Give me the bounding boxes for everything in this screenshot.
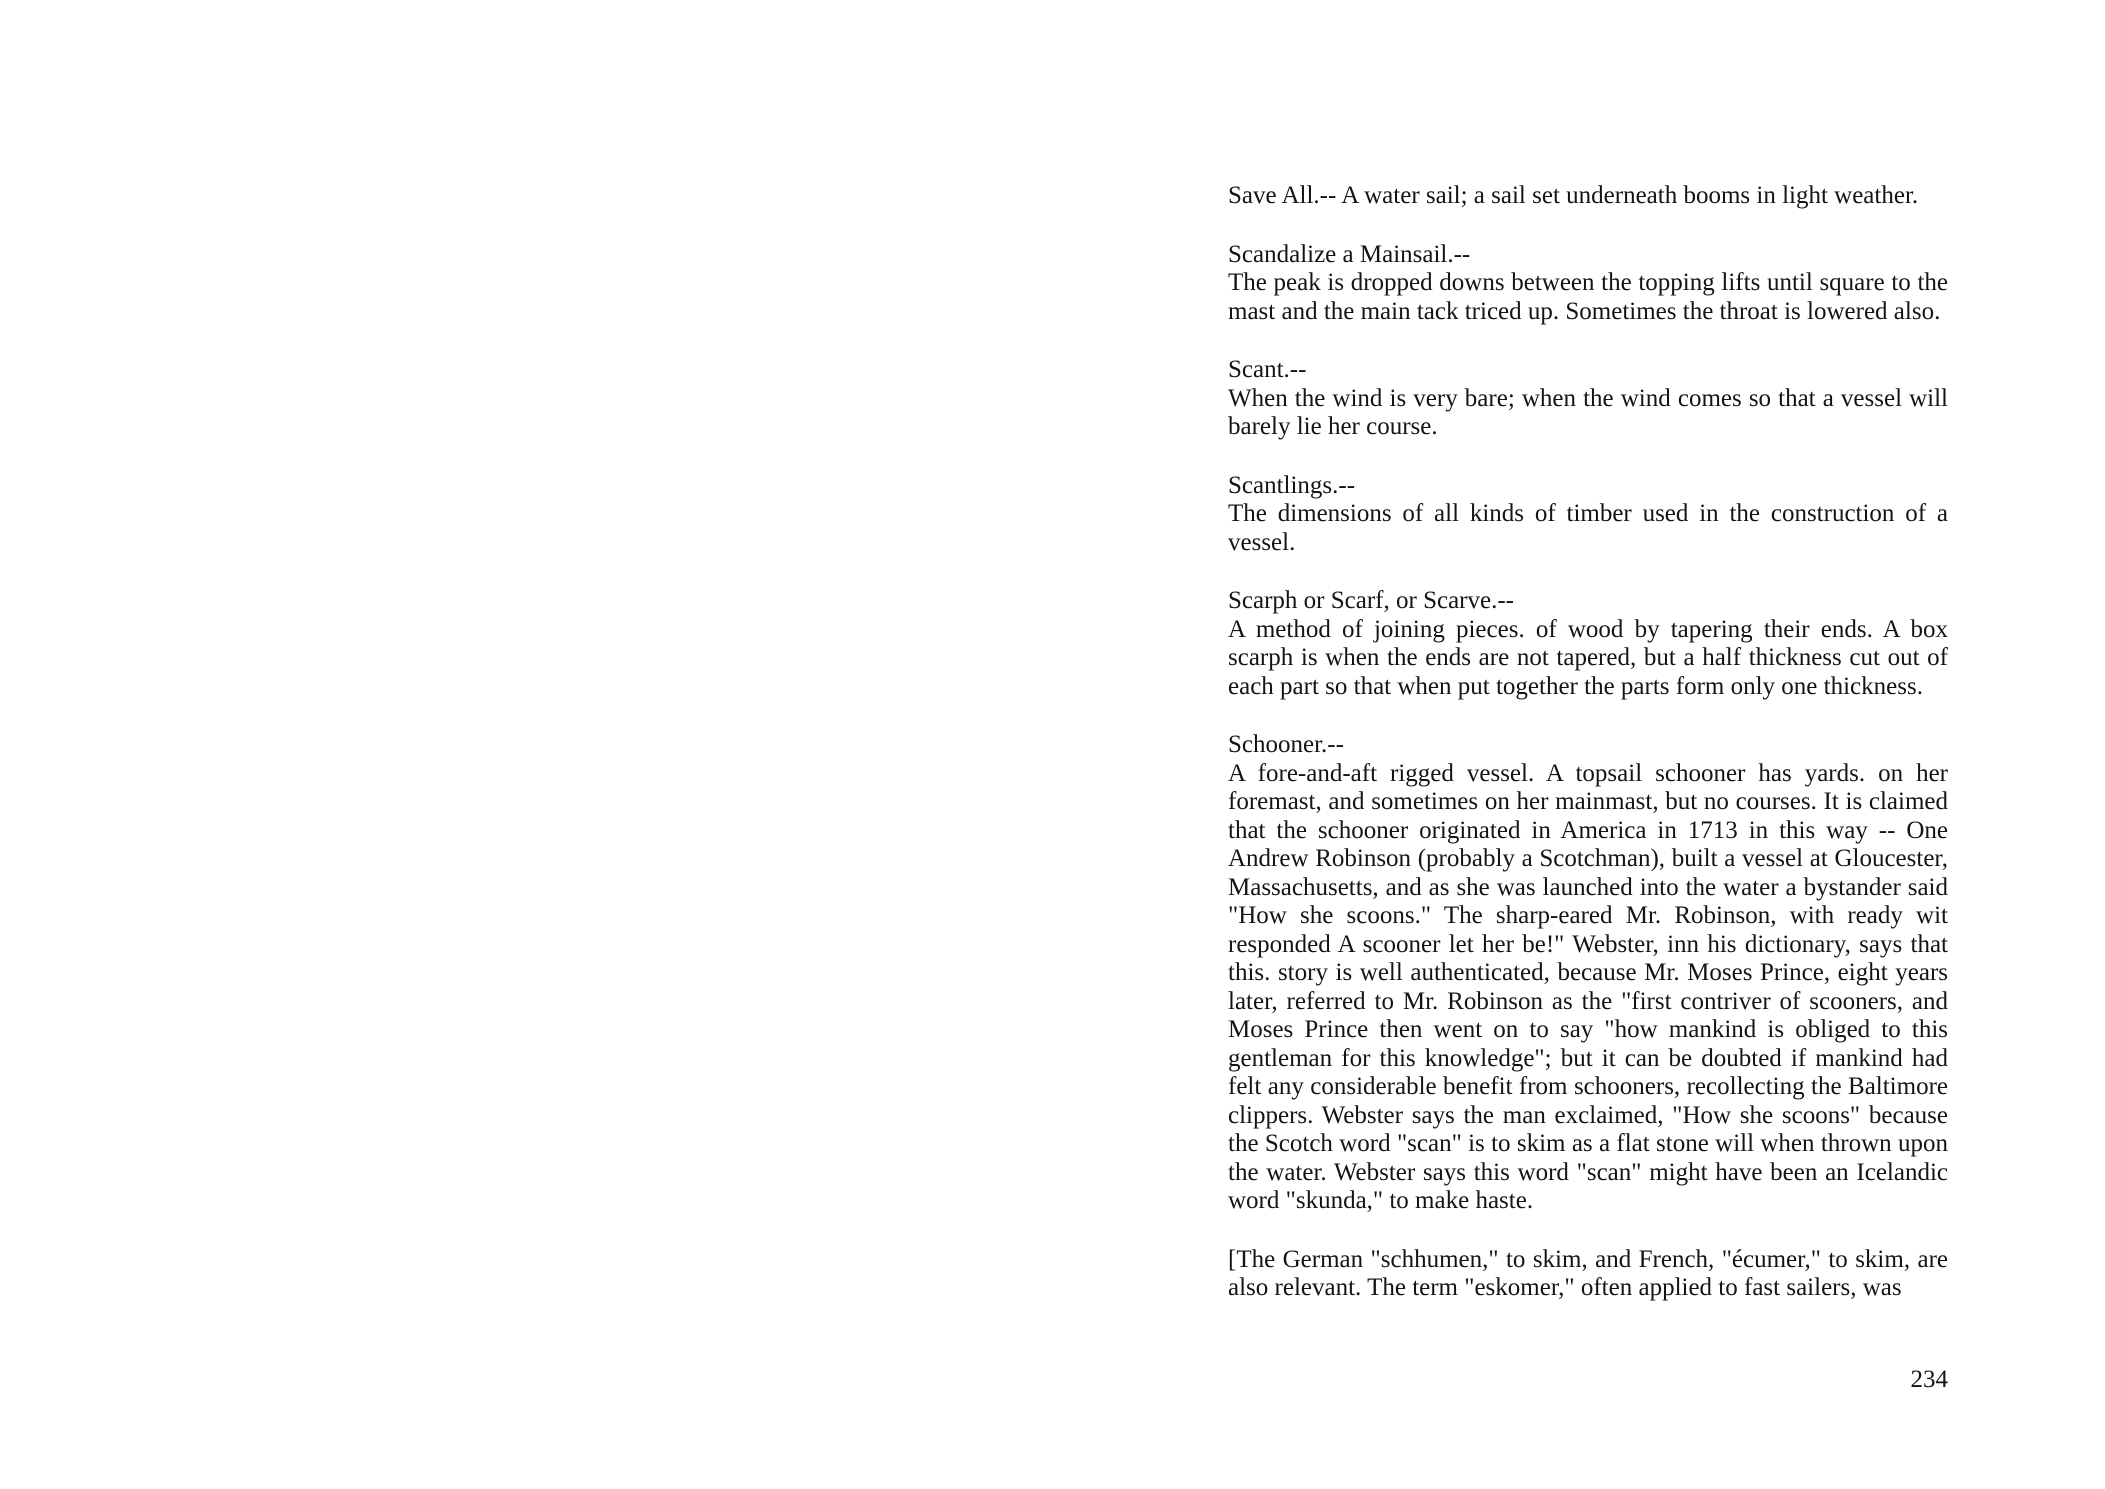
glossary-entry [1228,731,1948,1216]
glossary-entry [1228,587,1948,701]
glossary-entry [1228,356,1948,442]
entry-term: Save All.-- [1228,182,1337,209]
entry-definition: When the wind is very bare; when the wind comes so that a vessel will barely lie her course. [1228,384,1948,440]
entry-definition: The peak is dropped downs between the topping lifts until square to the mast and the main tack triced up. Sometimes the throat is lowered also. [1228,269,1948,325]
entry-term: Scarph or Scarf, or Scarve.-- [1228,587,1514,614]
entry-definition: The dimensions of all kinds of timber used in the construction of a vessel. [1228,500,1948,556]
entry-definition: [The German "schhumen," to skim, and French, "écumer," to skim, are also relevant. The term "eskomer," often applied to fast sailers, was [1228,1245,1948,1301]
text-column [1228,182,1948,1303]
entry-term: Scandalize a Mainsail.-- [1228,240,1471,268]
page-number: 234 [1910,1366,1948,1393]
entry-term: Scant.-- [1228,356,1307,383]
glossary-entry [1228,241,1948,327]
entry-definition: A method of joining pieces. of wood by tapering their ends. A box scarph is when the ends are not tapered, but a half thickness cut out of each part so that when put together the parts form only one thickness. [1228,615,1948,700]
glossary-entry [1228,1246,1948,1303]
glossary-entry [1228,182,1948,211]
entry-definition: A water sail; a sail set underneath booms in light weather. [1341,182,1919,209]
entry-term: Scantlings.-- [1228,471,1356,499]
glossary-entry [1228,472,1948,558]
entry-term: Schooner.-- [1228,731,1344,758]
entry-definition: A fore-and-aft rigged vessel. A topsail schooner has yards. on her foremast, and sometimes on her mainmast, but no courses. It is claimed that the schooner originated in America in 1713 in this way -- One Andrew Robinson (probably a Scotchman), built a vessel at Gloucester, Massachusetts, and as she was launched into the water a bystander said "How she scoons." The sharp-eared Mr. Robinson, with ready wit responded A scooner let her be!" Webster, inn his dictionary, says that this. story is well authenticated, because Mr. Moses Prince, eight years later, referred to Mr. Robinson as the "first contriver of scooners, and Moses Prince then went on to say "how mankind is obliged to this gentleman for this knowledge"; but it can be doubted if mankind had felt any considerable benefit from schooners, recollecting the Baltimore clippers. Webster says the man exclaimed, "How she scoons" because the Scotch word "scan" is to skim as a flat stone will when thrown upon the water. Webster says this word "scan" might have been an Icelandic word "skunda," to make haste. [1228,759,1948,1214]
